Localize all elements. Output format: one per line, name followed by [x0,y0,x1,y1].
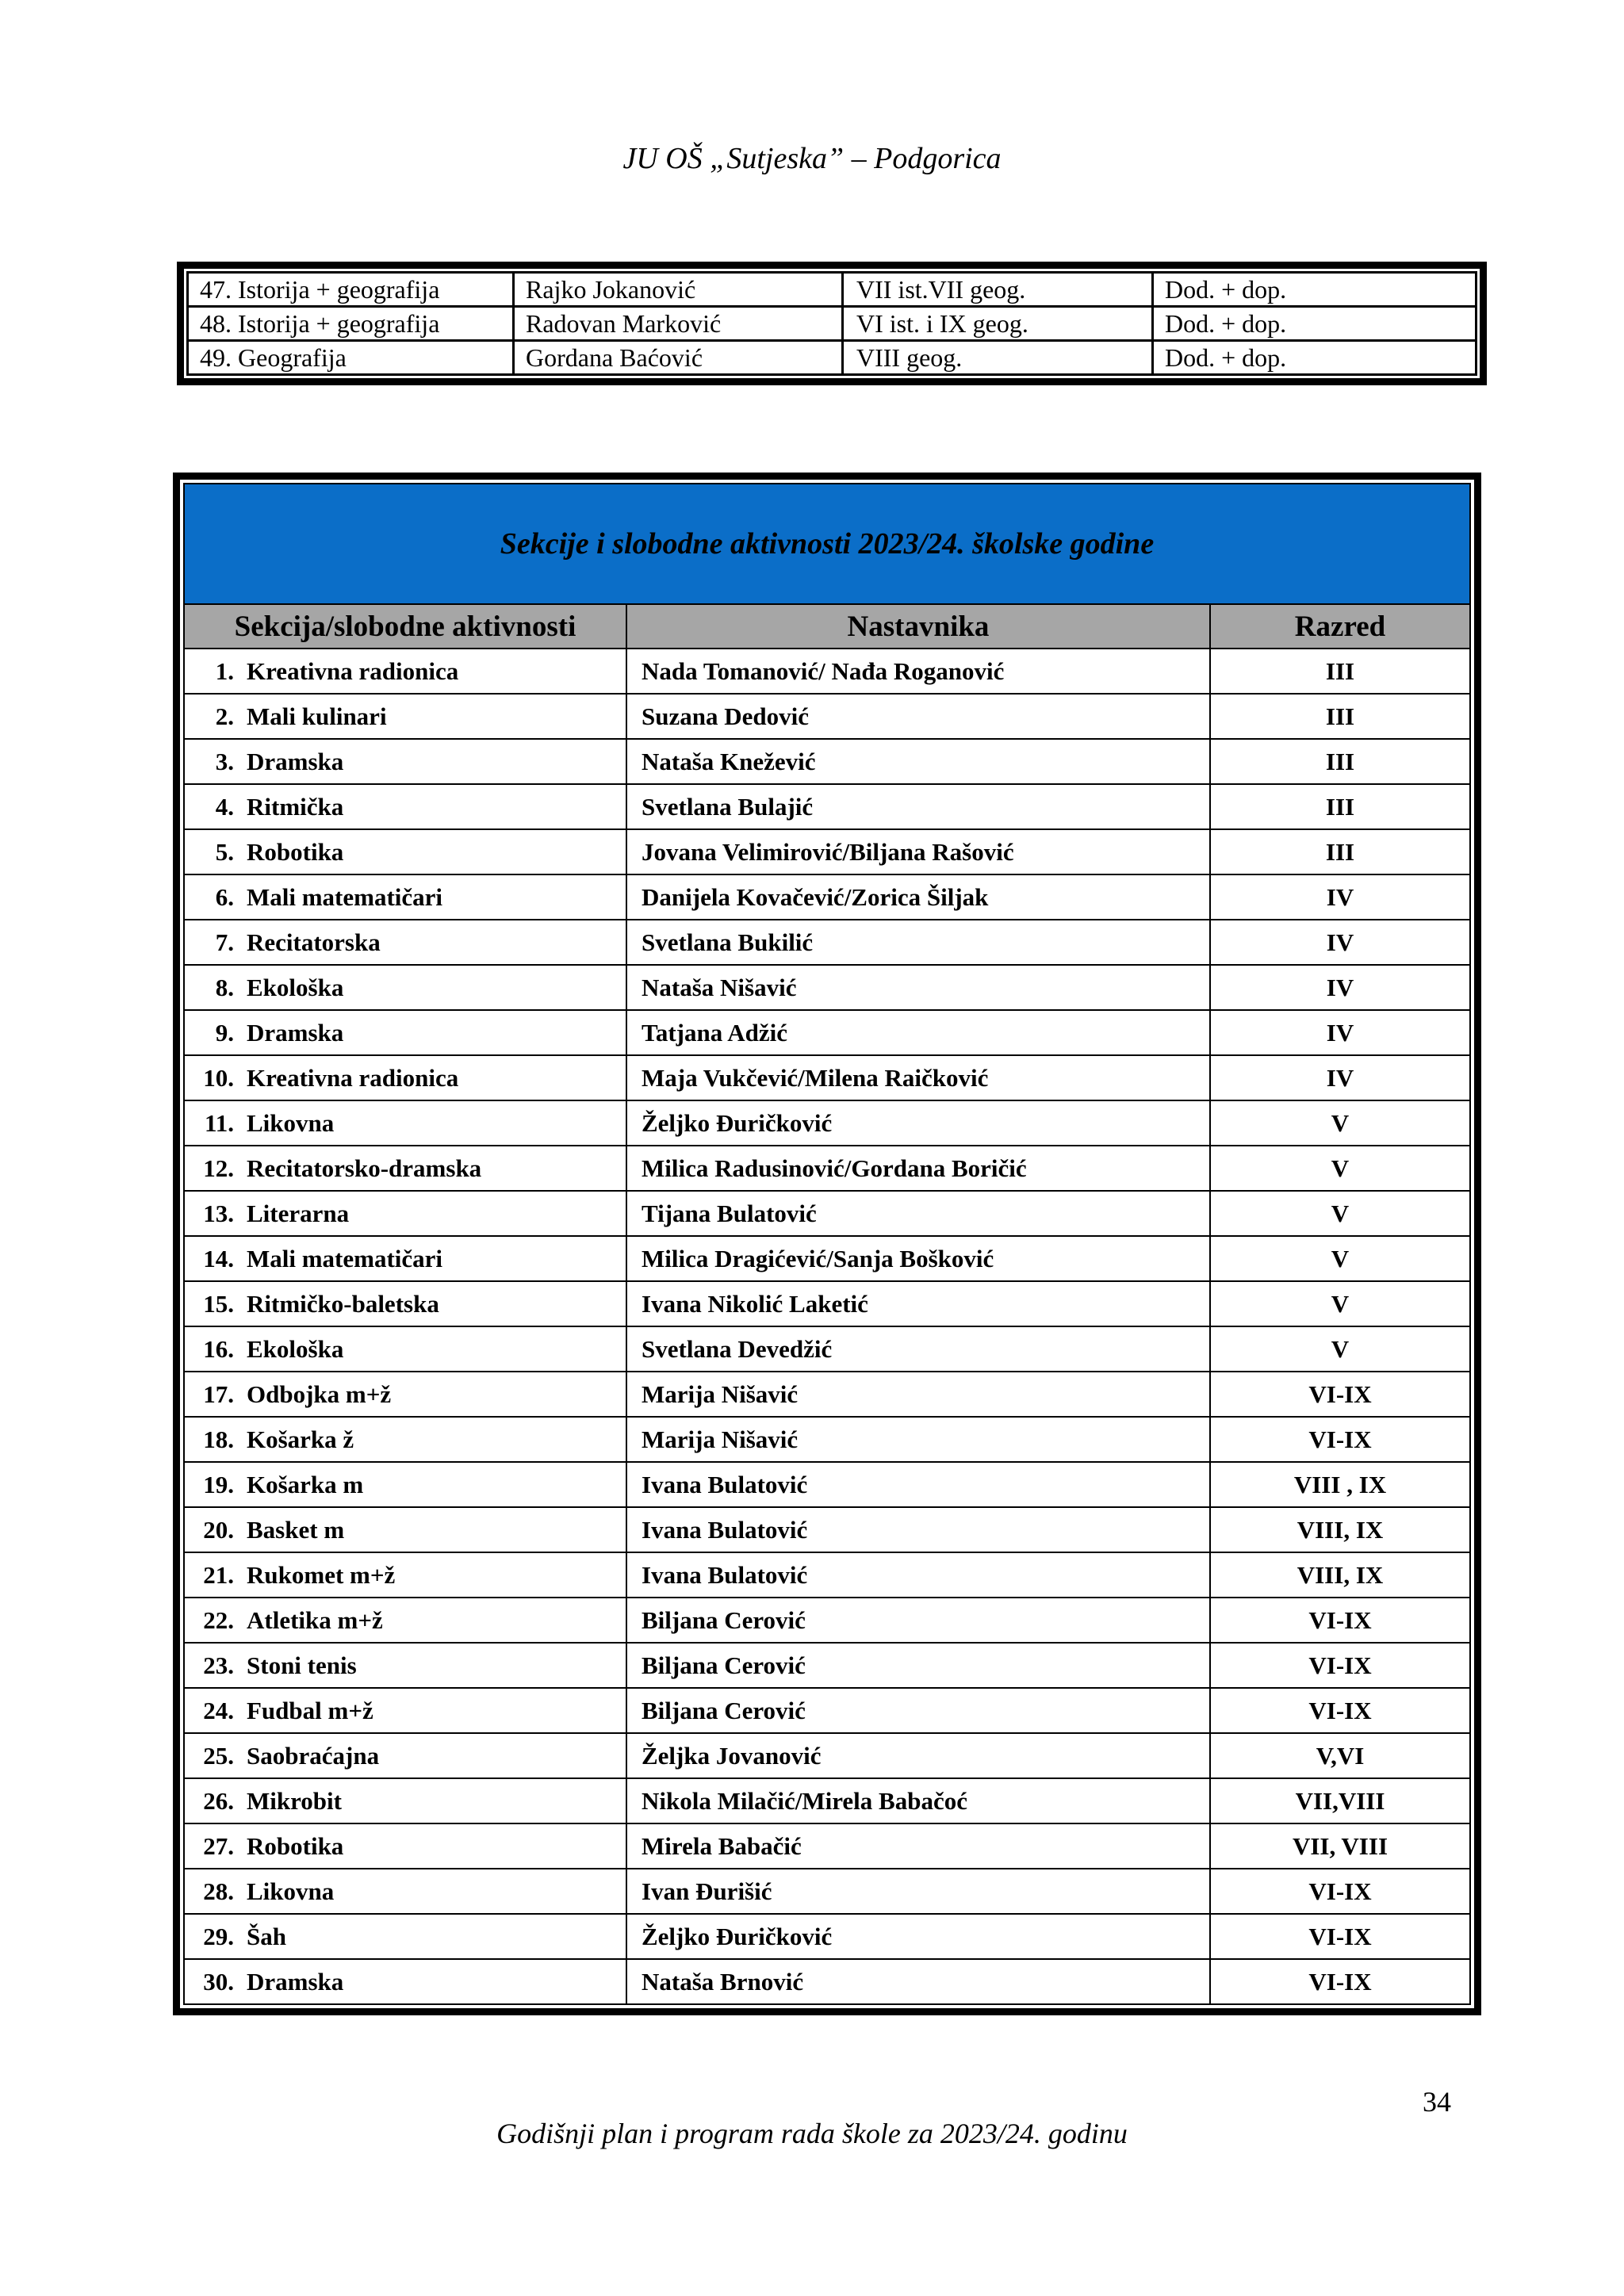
grade-cell: V [1210,1100,1470,1146]
row-number: 20. [203,1515,234,1544]
table-cell: 49. Geografija [188,341,514,375]
teacher-cell: Ivana Bulatović [626,1462,1210,1507]
teacher-cell: Ivan Đurišić [626,1869,1210,1914]
teacher-cell: Svetlana Bulajić [626,784,1210,829]
teacher-cell: Biljana Cerović [626,1688,1210,1733]
teacher-cell: Nataša Brnović [626,1959,1210,2004]
table-row [184,1733,1470,1778]
section-name-cell [184,1688,626,1733]
table-row [184,1372,1470,1417]
grade-cell: VII, VIII [1210,1823,1470,1869]
table-row [184,920,1470,965]
table-row [184,1643,1470,1688]
grade-cell: III [1210,829,1470,874]
table-row [188,273,1477,307]
row-number: 18. [203,1425,234,1453]
section-name-cell [184,1643,626,1688]
row-number: 4. [215,792,234,821]
grade-cell: VI-IX [1210,1914,1470,1959]
table-row [184,1688,1470,1733]
grade-cell: III [1210,649,1470,694]
section-name-cell [184,1959,626,2004]
table-cell: Dod. + dop. [1153,307,1477,341]
table-row [184,829,1470,874]
section-name-cell [184,1191,626,1236]
column-header-grade: Razred [1210,604,1470,649]
table-row [184,1236,1470,1281]
grade-cell: VI-IX [1210,1869,1470,1914]
section-name: Atletika m+ž [247,1605,383,1634]
section-name: Mikrobit [247,1786,342,1815]
table-row [184,1598,1470,1643]
table-row [184,1417,1470,1462]
section-name-cell [184,1055,626,1100]
row-number: 25. [203,1741,234,1770]
table-row [188,307,1477,341]
section-name: Mali matematičari [247,882,443,911]
section-name: Ritmičko-baletska [247,1289,439,1318]
section-name-cell [184,1462,626,1507]
table-cell: Rajko Jokanović [514,273,843,307]
grade-cell: IV [1210,1010,1470,1055]
section-name: Ritmička [247,792,344,821]
section-name-cell [184,1598,626,1643]
section-name-cell [184,874,626,920]
row-number: 16. [203,1334,234,1363]
teacher-cell: Željko Đuričković [626,1914,1210,1959]
row-number: 15. [203,1289,234,1318]
section-name: Likovna [247,1877,335,1905]
grade-cell: VI-IX [1210,1372,1470,1417]
section-name-cell [184,1869,626,1914]
teacher-cell: Biljana Cerović [626,1598,1210,1643]
table-row [184,1507,1470,1552]
row-number: 21. [203,1560,234,1589]
table-row [184,1326,1470,1372]
teacher-cell: Danijela Kovačević/Zorica Šiljak [626,874,1210,920]
table-cell: Dod. + dop. [1153,341,1477,375]
table-row [184,1055,1470,1100]
row-number: 26. [203,1786,234,1815]
teacher-cell: Mirela Babačić [626,1823,1210,1869]
grade-cell: III [1210,739,1470,784]
table-row [184,1281,1470,1326]
row-number: 22. [203,1605,234,1634]
section-name: Dramska [247,1967,344,1996]
grade-cell: VIII, IX [1210,1552,1470,1598]
row-number: 14. [203,1244,234,1272]
row-number: 7. [215,928,234,956]
table-row [184,1778,1470,1823]
teacher-cell: Nada Tomanović/ Nađa Roganović [626,649,1210,694]
page-number: 34 [1423,2086,1451,2118]
sections-table [183,483,1471,2005]
teacher-cell: Suzana Dedović [626,694,1210,739]
section-name: Kreativna radionica [247,1063,459,1092]
teacher-cell: Nataša Nišavić [626,965,1210,1010]
section-name-cell [184,1372,626,1417]
table-row [184,739,1470,784]
teacher-cell: Milica Dragićević/Sanja Bošković [626,1236,1210,1281]
teacher-cell: Željko Đuričković [626,1100,1210,1146]
section-name: Mali kulinari [247,702,387,730]
row-number: 30. [203,1967,234,1996]
row-number: 8. [215,973,234,1001]
page-header-title: JU OŠ „Sutjeska” – Podgorica [622,142,1002,175]
section-name: Šah [247,1922,286,1950]
teacher-cell: Ivana Nikolić Laketić [626,1281,1210,1326]
grade-cell: VIII , IX [1210,1462,1470,1507]
grade-cell: IV [1210,920,1470,965]
grade-cell: VIII, IX [1210,1507,1470,1552]
section-name: Saobraćajna [247,1741,380,1770]
teacher-cell: Nikola Milačić/Mirela Babačoć [626,1778,1210,1823]
section-name-cell [184,1507,626,1552]
section-name: Robotika [247,1831,344,1860]
table-row [184,1146,1470,1191]
teacher-cell: Nataša Knežević [626,739,1210,784]
table-row [184,874,1470,920]
section-name-cell [184,784,626,829]
column-header-section: Sekcija/slobodne aktivnosti [184,604,626,649]
table-cell: VI ist. i IX geog. [843,307,1153,341]
row-number: 6. [215,882,234,911]
section-name-cell [184,965,626,1010]
row-number: 27. [203,1831,234,1860]
grade-cell: V [1210,1326,1470,1372]
column-header-teacher: Nastavnika [626,604,1210,649]
table-row [184,1823,1470,1869]
section-name: Fudbal m+ž [247,1696,373,1724]
section-name-cell [184,649,626,694]
table-cell: 48. Istorija + geografija [188,307,514,341]
row-number: 1. [215,656,234,685]
teachers-assignment-table [177,262,1487,385]
section-name-cell [184,739,626,784]
section-name: Rukomet m+ž [247,1560,396,1589]
grade-cell: VI-IX [1210,1959,1470,2004]
grade-cell: V [1210,1281,1470,1326]
teacher-cell: Jovana Velimirović/Biljana Rašović [626,829,1210,874]
section-name-cell [184,829,626,874]
row-number: 17. [203,1380,234,1408]
section-name: Košarka ž [247,1425,354,1453]
section-name: Dramska [247,1018,344,1047]
grade-cell: V [1210,1236,1470,1281]
section-name-cell [184,694,626,739]
section-name-cell [184,1010,626,1055]
grade-cell: VI-IX [1210,1598,1470,1643]
section-name-cell [184,1778,626,1823]
section-name-cell [184,1236,626,1281]
section-name: Literarna [247,1199,350,1227]
table-cell: Dod. + dop. [1153,273,1477,307]
teacher-cell: Marija Nišavić [626,1372,1210,1417]
section-name: Odbojka m+ž [247,1380,392,1408]
table-row [184,694,1470,739]
row-number: 10. [203,1063,234,1092]
teacher-cell: Ivana Bulatović [626,1552,1210,1598]
row-number: 28. [203,1877,234,1905]
table-row [184,1191,1470,1236]
grade-cell: IV [1210,874,1470,920]
grade-cell: IV [1210,965,1470,1010]
section-name: Dramska [247,747,344,775]
grade-cell: VII,VIII [1210,1778,1470,1823]
grade-cell: V [1210,1146,1470,1191]
section-name: Kreativna radionica [247,656,459,685]
grade-cell: VI-IX [1210,1643,1470,1688]
row-number: 19. [203,1470,234,1498]
teacher-cell: Biljana Cerović [626,1643,1210,1688]
section-name-cell [184,1417,626,1462]
row-number: 9. [215,1018,234,1047]
page-footer-title: Godišnji plan i program rada škole za 2023/24. godinu [496,2118,1128,2149]
section-name: Košarka m [247,1470,364,1498]
section-name: Likovna [247,1108,335,1137]
section-name-cell [184,1100,626,1146]
section-name-cell [184,1146,626,1191]
table-cell: VIII geog. [843,341,1153,375]
section-name: Robotika [247,837,344,866]
teacher-cell: Ivana Bulatović [626,1507,1210,1552]
grade-cell: IV [1210,1055,1470,1100]
section-name-cell [184,1823,626,1869]
grade-cell: III [1210,694,1470,739]
section-name-cell [184,1552,626,1598]
top-table [186,271,1477,376]
section-name-cell [184,1281,626,1326]
grade-cell: VI-IX [1210,1417,1470,1462]
table-row [184,1869,1470,1914]
row-number: 11. [204,1108,234,1137]
section-name: Ekološka [247,973,344,1001]
grade-cell: III [1210,784,1470,829]
teacher-cell: Svetlana Bukilić [626,920,1210,965]
row-number: 3. [215,747,234,775]
teacher-cell: Tijana Bulatović [626,1191,1210,1236]
grade-cell: V,VI [1210,1733,1470,1778]
section-name: Mali matematičari [247,1244,443,1272]
section-name: Ekološka [247,1334,344,1363]
table-cell: Radovan Marković [514,307,843,341]
row-number: 12. [203,1154,234,1182]
teacher-cell: Marija Nišavić [626,1417,1210,1462]
teacher-cell: Željka Jovanović [626,1733,1210,1778]
row-number: 29. [203,1922,234,1950]
teacher-cell: Maja Vukčević/Milena Raičković [626,1055,1210,1100]
section-name: Stoni tenis [247,1651,357,1679]
table-row [184,1100,1470,1146]
sections-table-frame [173,473,1481,2015]
table-row [184,1552,1470,1598]
teacher-cell: Svetlana Devedžić [626,1326,1210,1372]
table-row [184,1959,1470,2004]
grade-cell: V [1210,1191,1470,1236]
section-name-cell [184,920,626,965]
table-row [184,965,1470,1010]
section-name: Recitatorska [247,928,381,956]
table-row [184,1914,1470,1959]
table-row [184,784,1470,829]
table-row [184,649,1470,694]
table-row [184,1010,1470,1055]
row-number: 24. [203,1696,234,1724]
row-number: 23. [203,1651,234,1679]
section-name-cell [184,1914,626,1959]
section-name-cell [184,1326,626,1372]
table-cell: Gordana Baćović [514,341,843,375]
row-number: 13. [203,1199,234,1227]
table-row [184,1462,1470,1507]
teacher-cell: Milica Radusinović/Gordana Boričić [626,1146,1210,1191]
section-name-cell [184,1733,626,1778]
row-number: 2. [215,702,234,730]
table-cell: 47. Istorija + geografija [188,273,514,307]
section-name: Recitatorsko-dramska [247,1154,482,1182]
section-name: Basket m [247,1515,345,1544]
row-number: 5. [215,837,234,866]
grade-cell: VI-IX [1210,1688,1470,1733]
table-cell: VII ist.VII geog. [843,273,1153,307]
sections-table-title: Sekcije i slobodne aktivnosti 2023/24. školske godine [184,484,1470,604]
teacher-cell: Tatjana Adžić [626,1010,1210,1055]
table-row [188,341,1477,375]
